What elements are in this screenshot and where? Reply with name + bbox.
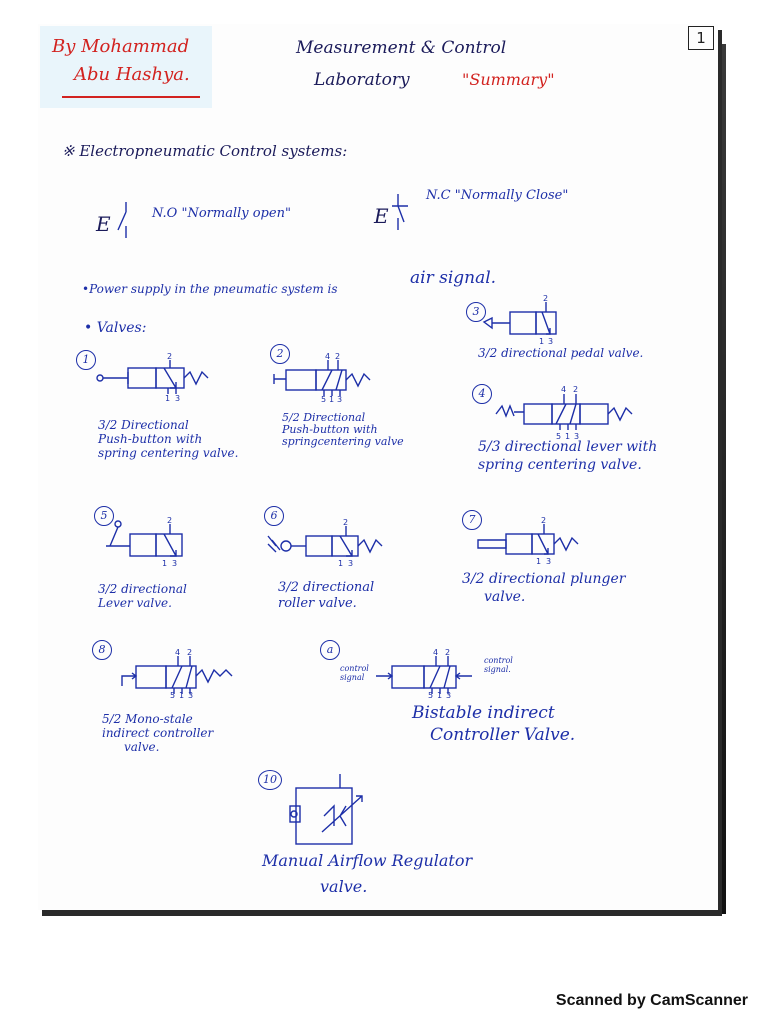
valve-4-caption-line: spring centering valve.	[478, 457, 642, 473]
svg-text:1: 1	[179, 691, 185, 700]
valve-5-caption	[98, 582, 187, 610]
svg-text:1: 1	[338, 559, 344, 568]
valve-1-number: 1	[76, 350, 96, 370]
valve-2-caption-line: 5/2 Directional	[282, 411, 366, 424]
svg-text:1: 1	[165, 394, 171, 403]
valve-1-caption-line: spring centering valve.	[98, 446, 239, 460]
valve-9-caption-line: Bistable indirect	[412, 703, 555, 723]
svg-text:3: 3	[348, 559, 354, 568]
svg-text:2: 2	[445, 648, 451, 657]
control-signal-right-label: control signal.	[484, 656, 513, 674]
valve-10-symbol-icon	[282, 772, 382, 852]
control-signal-left-label: control signal	[340, 664, 369, 682]
nc-switch-letter: E	[374, 204, 389, 228]
valve-1-symbol-icon	[94, 352, 224, 402]
normally-open-contact-icon	[112, 200, 142, 240]
valve-2-caption-line: Push-button with	[282, 423, 378, 436]
svg-text:5: 5	[556, 432, 562, 441]
svg-text:2: 2	[167, 516, 173, 525]
valve-9-caption	[412, 702, 575, 746]
valve-6-symbol-icon	[266, 516, 386, 566]
valve-1-caption	[98, 418, 238, 460]
svg-text:2: 2	[335, 352, 341, 361]
title-line1: Measurement & Control	[296, 38, 507, 58]
title-summary-tag: "Summary"	[462, 70, 555, 89]
valve-7-caption-line: valve.	[484, 589, 526, 605]
valve-7-symbol-icon	[476, 514, 586, 564]
normally-open-label: N.O "Normally open"	[152, 206, 291, 221]
valve-5-symbol-icon	[100, 516, 200, 566]
svg-text:1: 1	[329, 395, 335, 404]
svg-text:1: 1	[536, 557, 542, 566]
valve-3-number: 3	[466, 302, 486, 322]
svg-text:2: 2	[167, 352, 173, 361]
valve-7-caption	[462, 570, 625, 606]
valves-heading: • Valves:	[84, 320, 147, 336]
page-number-box: 1	[688, 26, 714, 50]
svg-text:4: 4	[433, 648, 439, 657]
power-supply-note: •Power supply in the pneumatic system is	[82, 282, 338, 296]
valve-5-caption-line: 3/2 directional	[98, 582, 187, 596]
valve-1-caption-line: 3/2 Directional	[98, 418, 189, 432]
scanner-watermark: Scanned by CamScanner	[555, 992, 748, 1009]
valve-2-symbol-icon	[272, 352, 392, 402]
no-switch-letter: E	[96, 212, 111, 236]
valve-8-number: 8	[92, 640, 112, 660]
svg-text:3: 3	[446, 691, 452, 700]
svg-text:4: 4	[325, 352, 331, 361]
valve-3-caption-line: 3/2 directional pedal valve.	[478, 346, 644, 360]
power-supply-emphasis: air signal.	[410, 268, 497, 288]
svg-text:3: 3	[175, 394, 181, 403]
normally-close-label: N.C "Normally Close"	[426, 188, 569, 203]
valve-5-number: 5	[94, 506, 114, 526]
svg-text:5: 5	[170, 691, 176, 700]
valve-4-number: 4	[472, 384, 492, 404]
author-underline	[62, 96, 200, 98]
svg-text:3: 3	[337, 395, 343, 404]
valve-9-caption-line: Controller Valve.	[430, 725, 576, 745]
valve-6-caption-line: roller valve.	[278, 596, 357, 611]
valve-2-number: 2	[270, 344, 290, 364]
valve-6-number: 6	[264, 506, 284, 526]
valve-8-caption	[102, 712, 213, 754]
paper-edge-shadow	[718, 44, 726, 914]
valve-5-caption-line: Lever valve.	[98, 596, 172, 610]
svg-text:2: 2	[187, 648, 193, 657]
section-heading: ※ Electropneumatic Control systems:	[62, 142, 348, 160]
title-line2: Laboratory	[314, 70, 410, 90]
svg-text:3: 3	[188, 691, 194, 700]
svg-text:1: 1	[437, 691, 443, 700]
valve-10-caption-line: valve.	[320, 877, 368, 896]
valve-7-number: 7	[462, 510, 482, 530]
svg-text:3: 3	[548, 337, 554, 346]
valve-3-caption	[478, 346, 643, 360]
valve-8-caption-line: valve.	[124, 740, 160, 754]
svg-text:4: 4	[561, 385, 567, 394]
svg-text:1: 1	[539, 337, 545, 346]
author-name-line1: By Mohammad	[52, 36, 190, 57]
valve-4-caption	[478, 438, 657, 474]
valve-7-caption-line: 3/2 directional plunger	[462, 571, 626, 587]
svg-text:1: 1	[162, 559, 168, 568]
valve-8-symbol-icon	[118, 646, 248, 698]
valve-8-caption-line: indirect controller	[102, 726, 214, 740]
valve-2-caption	[282, 412, 404, 448]
svg-text:4: 4	[175, 648, 181, 657]
svg-text:3: 3	[172, 559, 178, 568]
author-name-line2: Abu Hashya.	[74, 64, 190, 85]
valve-2-caption-line: springcentering valve	[282, 435, 404, 448]
svg-text:3: 3	[574, 432, 580, 441]
svg-text:2: 2	[543, 294, 549, 303]
valve-4-caption-line: 5/3 directional lever with	[478, 439, 658, 455]
svg-text:3: 3	[546, 557, 552, 566]
normally-closed-contact-icon	[390, 192, 420, 232]
valve-3-symbol-icon	[482, 292, 572, 346]
svg-text:2: 2	[343, 518, 349, 527]
valve-10-caption	[262, 848, 472, 900]
valve-10-caption-line: Manual Airflow Regulator	[262, 851, 473, 870]
valve-8-caption-line: 5/2 Mono-stale	[102, 712, 193, 726]
valve-4-symbol-icon	[494, 382, 644, 442]
valve-9-number: a	[320, 640, 340, 660]
svg-text:2: 2	[573, 385, 579, 394]
svg-text:5: 5	[428, 691, 434, 700]
valve-10-number: 10	[258, 770, 282, 790]
valve-1-caption-line: Push-button with	[98, 432, 203, 446]
svg-text:1: 1	[565, 432, 571, 441]
valve-6-caption	[278, 580, 374, 612]
svg-text:5: 5	[321, 395, 327, 404]
svg-text:2: 2	[541, 516, 547, 525]
valve-6-caption-line: 3/2 directional	[278, 580, 375, 595]
